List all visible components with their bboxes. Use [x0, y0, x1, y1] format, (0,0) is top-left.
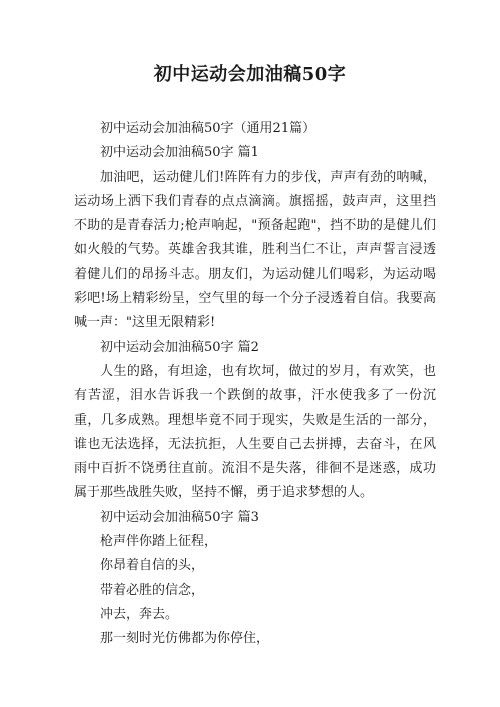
poem-line: 你昂着自信的头， — [100, 558, 205, 574]
section-1-paragraph: 加油吧，运动健儿们!阵阵有力的步伐，声声有劲的呐喊，运动场上洒下我们青春的点点滴滴。旗摇摇，鼓声声，这里挡不助的是青春活力;枪声响起，"预备起跑"，挡不助的是健儿们如火般的气势。英雄舍我其谁，胜利当仁不让，声声誓言浸透着健儿们的昂扬斗志。朋友们，为运动健儿们喝彩，为运动喝彩吧!场上精彩纷呈，空气里的每一个分子浸透着自信。我要高喊一声："这里无限精彩! — [74, 169, 436, 331]
document-subtitle: 初中运动会加油稿50字（通用21篇） — [100, 121, 316, 136]
section-2-paragraph: 人生的路，有坦途，也有坎坷，做过的岁月，有欢笑，也有苦涩，泪水告诉我一个跌倒的故事，汗水使我多了一份沉重，几多成熟。理想毕竟不同于现实，失败是生活的一部分，谁也无法选择，无法抗拒，人生要自己去拼搏，去奋斗，在风雨中百折不饶勇往直前。流泪不是失落，徘徊不是迷惑，成功属于那些战胜失败，坚持不懈，勇于追求梦想的人。 — [74, 363, 436, 501]
document-title: 初中运动会加油稿50字 — [153, 64, 347, 85]
poem-line: 枪声伴你踏上征程， — [100, 534, 218, 550]
section-heading-3: 初中运动会加油稿50字 篇3 — [100, 509, 259, 525]
poem-line: 那一刻时光仿佛都为你停住， — [100, 631, 270, 647]
document-body — [74, 117, 436, 652]
poem-line: 带着必胜的信念， — [100, 582, 205, 598]
poem-line: 冲去，奔去。 — [100, 606, 179, 622]
section-heading-1: 初中运动会加油稿50字 篇1 — [100, 145, 259, 161]
section-heading-2: 初中运动会加油稿50字 篇2 — [100, 339, 259, 355]
